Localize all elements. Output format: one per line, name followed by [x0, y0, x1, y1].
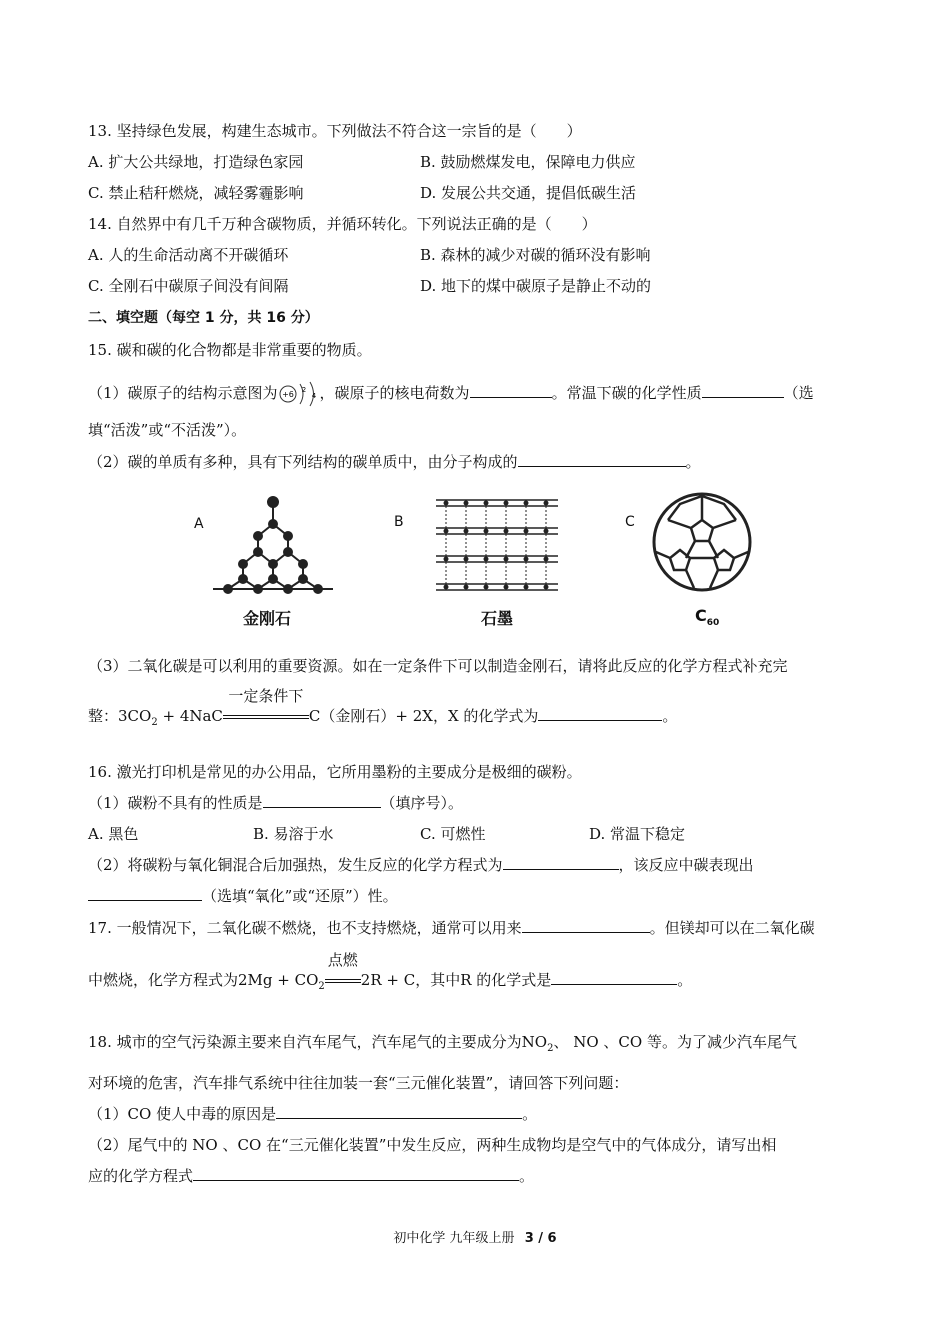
- blank-co-poison-reason[interactable]: [276, 1104, 522, 1119]
- q15-part2: （2）碳的单质有多种，具有下列结构的碳单质中，由分子构成的 。: [88, 453, 701, 471]
- shell2-count: 4: [311, 392, 316, 400]
- blank-x-formula[interactable]: [538, 706, 662, 721]
- diamond-structure-figure: [208, 494, 338, 600]
- q14-option-b: B. 森林的减少对碳的循环没有影响: [420, 246, 651, 264]
- q13-option-c: C. 禁止秸秆燃烧，减轻雾霾影响: [88, 184, 304, 202]
- q16-option-b: B. 易溶于水: [253, 825, 334, 843]
- q13-stem: 13. 坚持绿色发展，构建生态城市。下列做法不符合这一宗旨的是（ ）: [88, 122, 582, 140]
- fig-c-label: C: [625, 514, 635, 530]
- section-heading: 二、填空题（每空 1 分，共 16 分）: [88, 310, 319, 326]
- q15-part1-cont: 填“活泼”或“不活泼”）。: [88, 421, 247, 439]
- q18-part1: （1）CO 使人中毒的原因是 。: [88, 1105, 538, 1123]
- blank-co2-use[interactable]: [522, 918, 650, 933]
- q16-part2: （2）将碳粉与氧化铜混合后加强热，发生反应的化学方程式为 ，该反应中碳表现出: [88, 856, 754, 874]
- q15-stem: 15. 碳和碳的化合物都是非常重要的物质。: [88, 341, 372, 359]
- carbon-atom-diagram: [278, 380, 320, 408]
- fig-b-label: B: [394, 514, 404, 530]
- q13-option-a: A. 扩大公共绿地，打造绿色家园: [88, 153, 304, 171]
- q15-part1: （1）碳原子的结构示意图为 +6 2 4 ，碳原子的核电荷数为 。常温下碳的化学性质 （选: [88, 380, 814, 408]
- fig-a-caption: 金刚石: [243, 609, 292, 628]
- q17-line2: 中燃烧，化学方程式为$2Mg + CO_2$ 点燃 2R + C，其中R 的化学式是 。: [88, 951, 693, 992]
- reaction-condition-arrow: 一定条件下: [223, 706, 309, 726]
- graphite-structure-figure: [432, 492, 562, 602]
- c60-structure-figure: [650, 490, 754, 594]
- q18-line2: 对环境的危害，汽车排气系统中往往加装一套“三元催化装置”，请回答下列问题：: [88, 1074, 629, 1092]
- fig-a-label: A: [194, 516, 204, 532]
- blank-r-formula[interactable]: [551, 970, 677, 985]
- blank-nuclear-charge[interactable]: [470, 383, 552, 398]
- shell1-count: 2: [301, 386, 306, 394]
- blank-cuo-equation[interactable]: [503, 855, 619, 870]
- q16-stem: 16. 激光打印机是常见的办公用品，它所用墨粉的主要成分是极细的碳粉。: [88, 763, 582, 781]
- q16-part2-cont: （选填“氧化”或“还原”）性。: [88, 886, 398, 906]
- q14-option-c: C. 全刚石中碳原子间没有间隔: [88, 277, 289, 295]
- footer-subject: 初中化学 九年级上册: [393, 1231, 515, 1246]
- fig-b-caption: 石墨: [481, 609, 514, 628]
- q18-part2-cont: 应的化学方程式 。: [88, 1167, 535, 1185]
- q16-option-a: A. 黑色: [88, 825, 139, 843]
- blank-catalytic-equation[interactable]: [193, 1166, 519, 1181]
- q16-option-c: C. 可燃性: [420, 825, 486, 843]
- q18-line1: 18. 城市的空气污染源主要来自汽车尾气，汽车尾气的主要成分为$NO_2$、 NO 、CO 等。为了减少汽车尾气: [88, 1033, 797, 1054]
- q15-part3-equation-line: 整：$3CO_2 + 4NaC$ 一定条件下 C（金刚石）+ 2X，X 的化学式为 。: [88, 687, 678, 728]
- blank-redox-property[interactable]: [88, 886, 202, 901]
- fig-c-caption: $C_{60}$: [695, 606, 720, 629]
- q15-part3: （3）二氧化碳是可以利用的重要资源。如在一定条件下可以制造金刚石，请将此反应的化学方程式补充完: [88, 657, 788, 675]
- q16-option-d: D. 常温下稳定: [589, 825, 686, 843]
- footer-page-number: 3 / 6: [524, 1231, 557, 1246]
- q16-part1: （1）碳粉不具有的性质是 （填序号）。: [88, 794, 464, 812]
- page-footer: [0, 1227, 950, 1246]
- blank-chemical-property[interactable]: [702, 383, 784, 398]
- blank-carbon-property[interactable]: [263, 793, 381, 808]
- q13-option-b: B. 鼓励燃煤发电，保障电力供应: [420, 153, 636, 171]
- q14-stem: 14. 自然界中有几千万种含碳物质，并循环转化。下列说法正确的是（ ）: [88, 215, 597, 233]
- q14-option-d: D. 地下的煤中碳原子是静止不动的: [420, 277, 652, 295]
- ignite-condition-arrow: 点燃: [325, 970, 361, 990]
- q14-option-a: A. 人的生命活动离不开碳循环: [88, 246, 289, 264]
- blank-molecular-carbon[interactable]: [518, 452, 686, 467]
- q13-option-d: D. 发展公共交通，提倡低碳生活: [420, 184, 637, 202]
- q18-part2: （2）尾气中的 NO 、CO 在“三元催化装置”中发生反应，两种生成物均是空气中的气体成分，请写出相: [88, 1136, 777, 1154]
- nucleus-charge: +6: [281, 390, 294, 399]
- q17-line1: 17. 一般情况下，二氧化碳不燃烧，也不支持燃烧，通常可以用来 。但镁却可以在二氧化碳: [88, 919, 815, 937]
